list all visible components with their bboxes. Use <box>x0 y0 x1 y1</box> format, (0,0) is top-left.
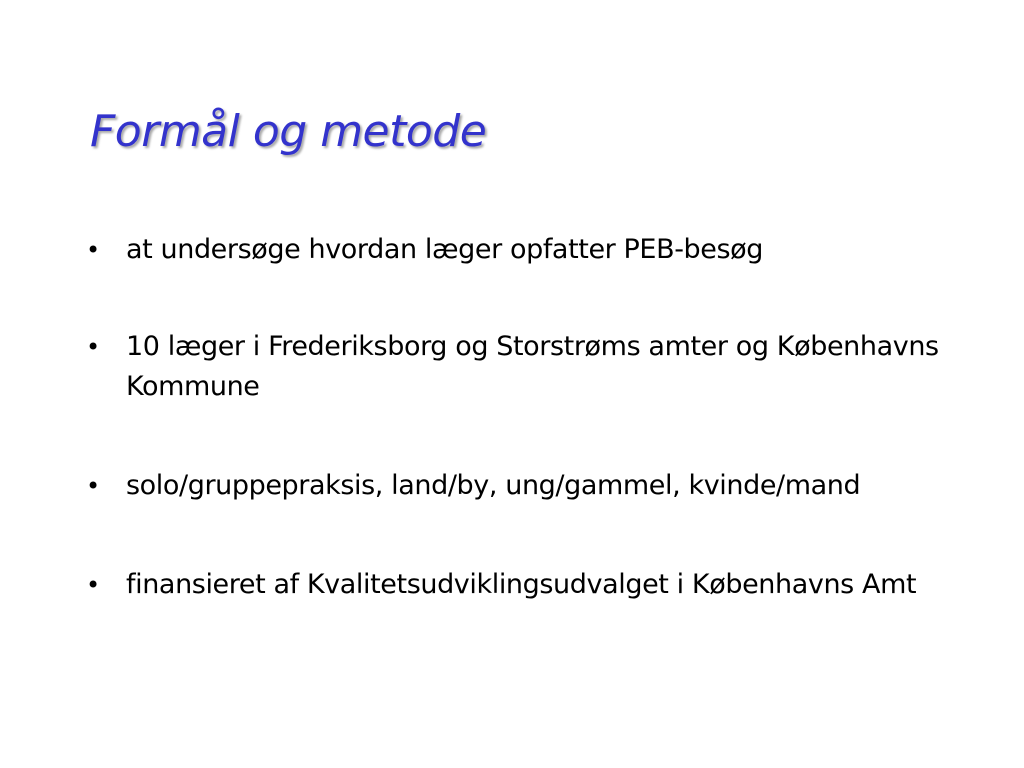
bullet-icon: • <box>86 333 101 361</box>
bullet-text: at undersøge hvordan læger opfatter PEB-besøg <box>126 234 764 265</box>
list-item <box>86 466 946 506</box>
bullet-text: solo/gruppepraksis, land/by, ung/gammel, kvinde/mand <box>126 470 861 501</box>
bullet-text: finansieret af Kvalitetsudviklingsudvalget i Københavns Amt <box>126 569 917 600</box>
bullet-list <box>86 230 946 662</box>
list-item <box>86 565 946 605</box>
list-item <box>86 230 946 270</box>
slide-title: Formål og metode <box>90 106 487 157</box>
bullet-icon: • <box>86 472 101 500</box>
list-item <box>86 327 946 407</box>
bullet-icon: • <box>86 236 101 264</box>
bullet-text: 10 læger i Frederiksborg og Storstrøms amter og Københavns Kommune <box>126 331 939 402</box>
bullet-icon: • <box>86 571 101 599</box>
